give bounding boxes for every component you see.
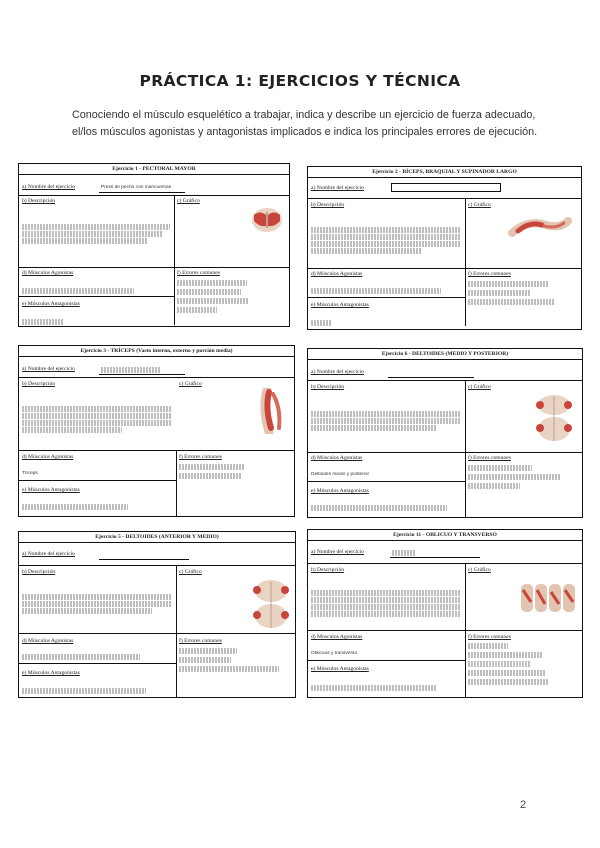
arm-muscle-figure — [508, 211, 572, 246]
errores-label: f) Errores comunes — [179, 454, 222, 460]
agonistas-label: d) Músculos Agonistas — [311, 455, 363, 461]
exercise-card-4 — [307, 348, 583, 518]
exercise-card-3 — [18, 345, 295, 517]
descripcion-label: b) Descripción — [22, 569, 56, 575]
grafico-label: c) Gráfico — [177, 198, 200, 204]
errores-label: f) Errores comunes — [177, 270, 220, 276]
exercise-card-1 — [18, 163, 290, 327]
agonistas-label: d) Músculos Agonistas — [311, 634, 363, 640]
agonistas-value: Tríceps — [22, 471, 38, 476]
page-title: PRÁCTICA 1: EJERCICIOS Y TÉCNICA — [139, 72, 461, 90]
descripcion-label: b) Descripción — [311, 567, 345, 573]
grafico-label: c) Gráfico — [468, 202, 491, 208]
agonistas-label: d) Músculos Agonistas — [22, 638, 74, 644]
nombre-label: a) Nombre del ejercicio — [311, 549, 364, 555]
agonistas-label: d) Músculos Agonistas — [22, 270, 74, 276]
antagonistas-label: e) Músculos Antagonistas — [22, 670, 80, 676]
nombre-value: Press de pecho con mancuernas — [101, 185, 172, 190]
exercise-card-6 — [307, 529, 583, 698]
antagonistas-label: e) Músculos Antagonistas — [311, 666, 369, 672]
nombre-label: a) Nombre del ejercicio — [311, 369, 364, 375]
nombre-label: a) Nombre del ejercicio — [22, 366, 75, 372]
descripcion-label: b) Descripción — [22, 381, 56, 387]
card-title: Ejercicio 2 - BÍCEPS, BRAQUIAL Y SUPINADOR LARGO — [308, 167, 581, 178]
grafico-label: c) Gráfico — [468, 384, 491, 390]
antagonistas-label: e) Músculos Antagonistas — [22, 301, 80, 307]
oblique-figure — [520, 582, 578, 619]
triceps-figure — [259, 388, 289, 439]
card-title: Ejercicio 1 - PECTORAL MAYOR — [19, 164, 289, 175]
errores-label: f) Errores comunes — [179, 638, 222, 644]
card-title: Ejercicio 5 - DELTOIDES (ANTERIOR Y MEDIO) — [19, 532, 295, 543]
antagonistas-label: e) Músculos Antagonistas — [311, 302, 369, 308]
card-title: Ejercicio 6 - DELTOIDES (MEDIO Y POSTERIOR) — [308, 349, 582, 360]
agonistas-label: d) Músculos Agonistas — [311, 271, 363, 277]
antagonistas-label: e) Músculos Antagonistas — [311, 488, 369, 494]
card-title: Ejercicio 11 - OBLICUO Y TRANSVERSO — [308, 530, 582, 541]
grafico-label: c) Gráfico — [179, 569, 202, 575]
nombre-label: a) Nombre del ejercicio — [22, 551, 75, 557]
deltoid-anterior-figure — [251, 578, 291, 635]
deltoid-figure — [534, 393, 574, 448]
descripcion-label: b) Descripción — [311, 202, 345, 208]
agonistas-label: d) Músculos Agonistas — [22, 454, 74, 460]
descripcion-label: b) Descripción — [22, 198, 56, 204]
nombre-label: a) Nombre del ejercicio — [311, 185, 364, 191]
page-number: 2 — [520, 799, 527, 811]
errores-label: f) Errores comunes — [468, 634, 511, 640]
descripcion-label: b) Descripción — [311, 384, 345, 390]
agonistas-value: Oblicuos y transverso — [311, 651, 358, 656]
intro-paragraph: Conociendo el músculo esquelético a trabajar, indica y describe un ejercicio de fuerza adecuado, el/los músculos agonistas y antagonistas implicados e indica los principales errores de ejecución. — [72, 109, 538, 138]
agonistas-value: Deltoides medio y posterior — [311, 472, 370, 477]
exercise-card-5 — [18, 531, 296, 698]
antagonistas-label: e) Músculos Antagonistas — [22, 487, 80, 493]
nombre-label: a) Nombre del ejercicio — [22, 184, 75, 190]
errores-label: f) Errores comunes — [468, 455, 511, 461]
grafico-label: c) Gráfico — [179, 381, 202, 387]
chest-muscle-figure — [251, 206, 283, 239]
grafico-label: c) Gráfico — [468, 567, 491, 573]
errores-label: f) Errores comunes — [468, 271, 511, 277]
exercise-card-2 — [307, 166, 582, 330]
card-title: Ejercicio 3 - TRÍCEPS (Vasto interno, externo y porción media) — [19, 346, 294, 357]
